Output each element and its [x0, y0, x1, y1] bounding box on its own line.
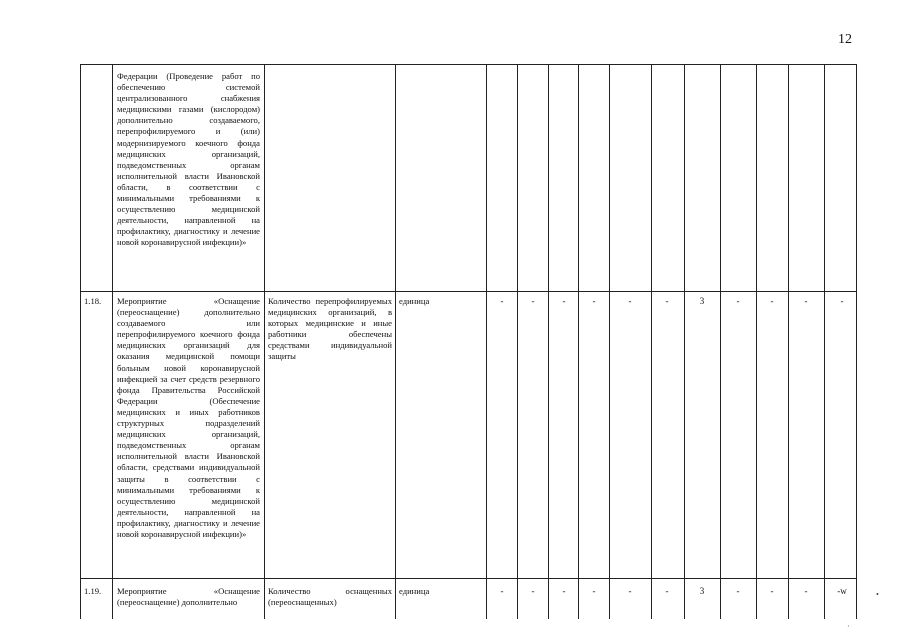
col-divider	[788, 64, 789, 619]
value-cell: -	[592, 586, 596, 596]
value-cell: -	[840, 296, 844, 306]
col-divider	[395, 64, 396, 619]
unit-cell: единица	[399, 586, 430, 596]
col-divider	[548, 64, 549, 619]
value-cell: -	[736, 586, 740, 596]
col-divider	[517, 64, 518, 619]
row-divider	[80, 578, 857, 579]
col-divider	[720, 64, 721, 619]
unit-cell: единица	[399, 296, 430, 306]
row-number-cell: 1.19.	[84, 586, 102, 596]
col-divider	[609, 64, 610, 619]
row-divider	[80, 291, 857, 292]
col-divider	[486, 64, 487, 619]
value-cell: -	[736, 296, 740, 306]
indicator-cell: Количество оснащенных (переоснащенных)	[268, 586, 392, 608]
value-cell: -	[562, 586, 566, 596]
table-border-left	[80, 64, 81, 619]
value-cell: -	[628, 296, 632, 306]
value-cell: -	[500, 586, 504, 596]
value-cell: -	[770, 296, 774, 306]
value-cell: -	[500, 296, 504, 306]
value-cell: -	[770, 586, 774, 596]
value-cell: -	[804, 586, 808, 596]
value-cell: -	[592, 296, 596, 306]
value-cell: -	[804, 296, 808, 306]
col-divider	[756, 64, 757, 619]
scan-speck: ·	[847, 622, 850, 631]
value-cell: -w	[837, 586, 847, 596]
indicator-cell: Количество перепрофилируемых медицинских организаций, в которых медицинские и иные работники обеспечены средствами индивидуальной защиты	[268, 296, 392, 362]
row-number-cell: 1.18.	[84, 296, 102, 306]
col-divider	[578, 64, 579, 619]
value-cell: -	[531, 296, 535, 306]
table-border-right	[856, 64, 857, 619]
event-cell: Мероприятие «Оснащение (переоснащение) дополнительно создаваемого или перепрофилируемого коечного фонда медицинских организаций для оказания медицинской помощи больным новой коронавирусной инфекцией за счет средств резервного фонда Правительства Российской Федерации (Обеспечение медицинских и иных работников структурных подразделений медицинских организаций, подведомственных органам исполнительной власти Ивановской области, средствами индивидуальной защиты в соответствии с минимальными требованиями к осуществлению медицинской деятельности, направленной на профилактику, диагностику и лечение новой коронавирусной инфекции)»	[117, 296, 260, 539]
table-border-top	[80, 64, 857, 65]
value-cell: 3	[699, 586, 705, 596]
value-cell: -	[665, 586, 669, 596]
col-divider	[651, 64, 652, 619]
col-divider	[112, 64, 113, 619]
value-cell: 3	[699, 296, 705, 306]
value-cell: -	[665, 296, 669, 306]
col-divider	[684, 64, 685, 619]
value-cell: -	[628, 586, 632, 596]
col-divider	[264, 64, 265, 619]
event-cell: Федерации (Проведение работ по обеспечению системой централизованного снабжения медицинскими газами (кислородом) дополнительно создаваемого, перепрофилируемого и (или) модернизируемого коечного фонда медицинских организаций, подведомственных органам исполнительной власти Ивановской области, в соответствии с минимальными требованиями к осуществлению медицинской деятельности, направленной на профилактику, диагностику и лечение новой коронавирусной инфекции)»	[117, 71, 260, 248]
event-cell: Мероприятие «Оснащение (переоснащение) дополнительно	[117, 586, 260, 608]
col-divider	[824, 64, 825, 619]
value-cell: -	[562, 296, 566, 306]
value-cell: -	[531, 586, 535, 596]
page-number: 12	[838, 32, 852, 47]
scan-speck: •	[876, 590, 879, 599]
